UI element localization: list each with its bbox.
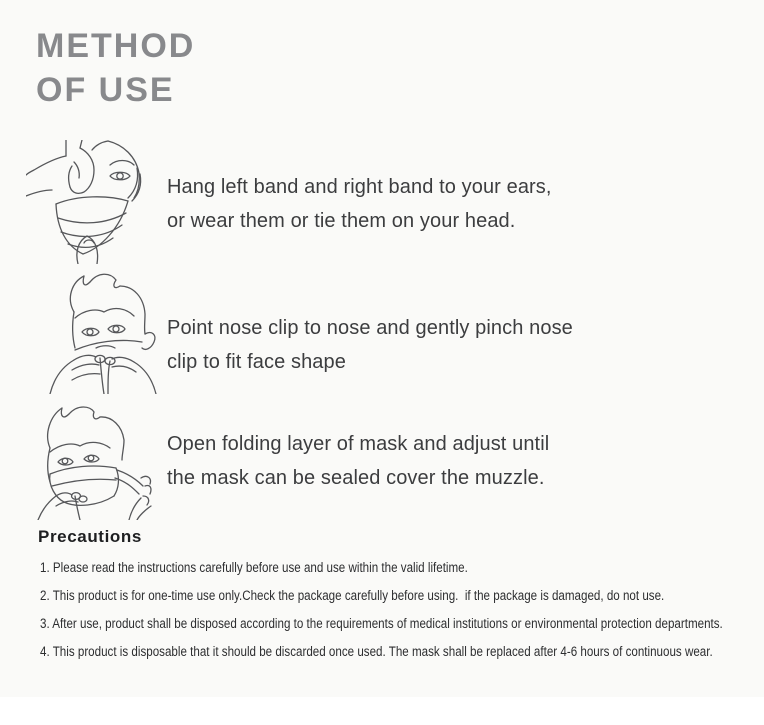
- hang-ear-bands-illustration: [26, 140, 144, 264]
- step-2-line2: clip to fit face shape: [167, 350, 346, 373]
- step-1-line1: Hang left band and right band to your ears,: [167, 176, 552, 198]
- step-3-line1: Open folding layer of mask and adjust until: [167, 433, 550, 455]
- step-3-text: [167, 428, 549, 495]
- precaution-item-2: 2. This product is for one-time use only.Check the package carefully before using. if the package is damaged, do not use.: [40, 588, 665, 603]
- step-1-text: [167, 171, 552, 238]
- pinch-nose-clip-illustration: [44, 272, 162, 394]
- page-title: [36, 24, 195, 112]
- step-1-line2: or wear them or tie them on your head.: [167, 209, 516, 232]
- precaution-item-1: 1. Please read the instructions carefully before use and use within the valid lifetime.: [40, 560, 468, 575]
- step-2-text: [167, 312, 573, 379]
- precaution-item-4: 4. This product is disposable that it should be discarded once used. The mask shall be replaced after 4-6 hours of continuous wear.: [40, 644, 713, 659]
- step-2-line1: Point nose clip to nose and gently pinch nose: [167, 317, 573, 339]
- open-folding-layer-illustration: [32, 404, 152, 520]
- page-title-line2: OF USE: [36, 71, 175, 109]
- page-title-line1: METHOD: [36, 27, 196, 65]
- precaution-item-3: 3. After use, product shall be disposed according to the requirements of medical institutions or environmental protection departments.: [40, 616, 723, 631]
- precautions-heading: Precautions: [38, 527, 142, 546]
- step-3-line2: the mask can be sealed cover the muzzle.: [167, 466, 545, 489]
